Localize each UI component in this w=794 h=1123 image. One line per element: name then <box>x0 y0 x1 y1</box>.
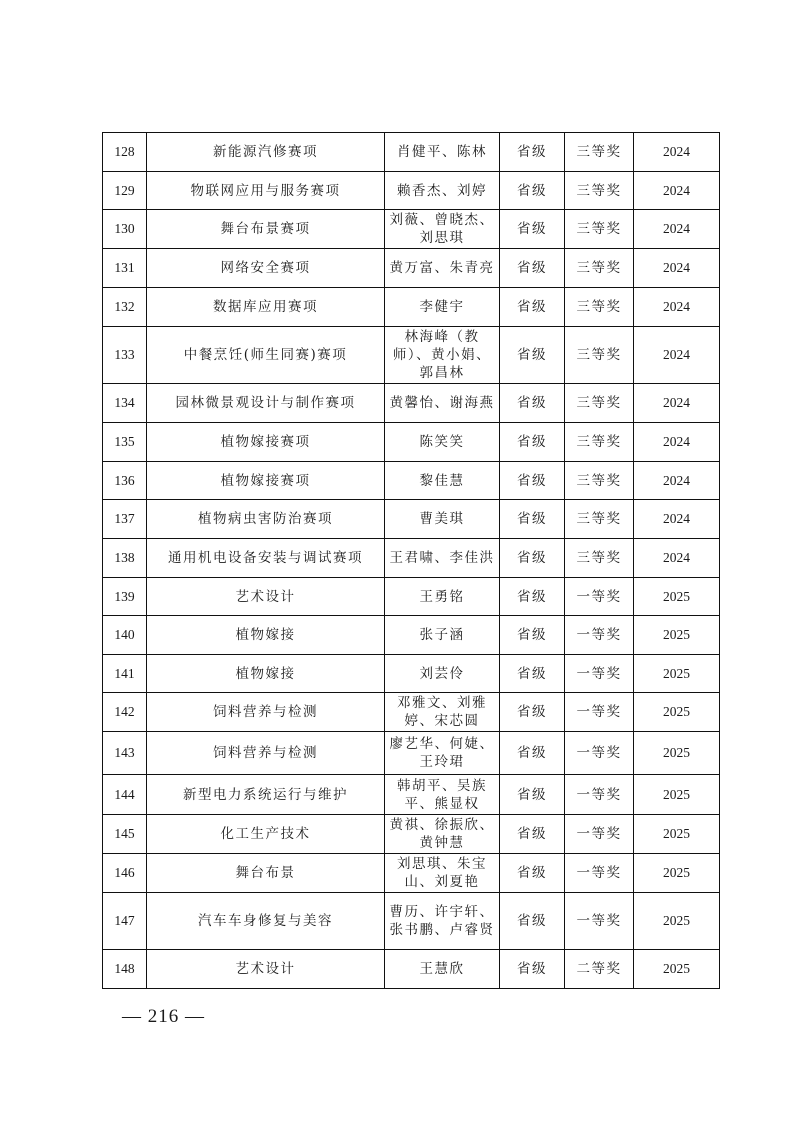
award-prize: 三等奖 <box>565 462 634 500</box>
award-prize: 一等奖 <box>565 693 634 732</box>
row-number: 129 <box>103 172 147 210</box>
award-level: 省级 <box>500 384 565 423</box>
row-number: 135 <box>103 423 147 462</box>
award-level: 省级 <box>500 423 565 462</box>
award-prize: 二等奖 <box>565 950 634 989</box>
row-number: 131 <box>103 249 147 288</box>
participant-names: 曹历、许宇轩、张书鹏、卢睿贤 <box>385 893 500 950</box>
award-level: 省级 <box>500 500 565 539</box>
award-level: 省级 <box>500 327 565 384</box>
row-number: 141 <box>103 655 147 693</box>
participant-names: 黎佳慧 <box>385 462 500 500</box>
row-number: 139 <box>103 578 147 616</box>
page-number: — 216 — <box>122 1006 205 1027</box>
award-year: 2024 <box>634 423 720 462</box>
table-row <box>103 578 720 616</box>
award-year: 2025 <box>634 854 720 893</box>
award-level: 省级 <box>500 210 565 249</box>
row-number: 140 <box>103 616 147 655</box>
award-prize: 三等奖 <box>565 384 634 423</box>
award-level: 省级 <box>500 133 565 172</box>
award-level: 省级 <box>500 854 565 893</box>
row-number: 136 <box>103 462 147 500</box>
participant-names: 肖健平、陈林 <box>385 133 500 172</box>
row-number: 148 <box>103 950 147 989</box>
award-prize: 三等奖 <box>565 249 634 288</box>
event-name: 植物嫁接 <box>147 655 385 693</box>
table-row <box>103 616 720 655</box>
award-prize: 三等奖 <box>565 288 634 327</box>
row-number: 142 <box>103 693 147 732</box>
participant-names: 黄祺、徐振欣、黄钟慧 <box>385 815 500 854</box>
event-name: 中餐烹饪(师生同赛)赛项 <box>147 327 385 384</box>
participant-names: 李健宇 <box>385 288 500 327</box>
row-number: 146 <box>103 854 147 893</box>
award-year: 2024 <box>634 384 720 423</box>
award-level: 省级 <box>500 288 565 327</box>
row-number: 133 <box>103 327 147 384</box>
award-prize: 一等奖 <box>565 854 634 893</box>
award-year: 2024 <box>634 133 720 172</box>
event-name: 艺术设计 <box>147 578 385 616</box>
award-level: 省级 <box>500 539 565 578</box>
event-name: 饲料营养与检测 <box>147 693 385 732</box>
award-year: 2025 <box>634 775 720 815</box>
award-year: 2025 <box>634 893 720 950</box>
table-row <box>103 172 720 210</box>
table-row <box>103 950 720 989</box>
award-year: 2025 <box>634 655 720 693</box>
table-row <box>103 655 720 693</box>
event-name: 植物病虫害防治赛项 <box>147 500 385 539</box>
event-name: 数据库应用赛项 <box>147 288 385 327</box>
award-year: 2025 <box>634 950 720 989</box>
award-level: 省级 <box>500 693 565 732</box>
event-name: 新型电力系统运行与维护 <box>147 775 385 815</box>
award-prize: 一等奖 <box>565 578 634 616</box>
award-level: 省级 <box>500 815 565 854</box>
award-prize: 三等奖 <box>565 327 634 384</box>
award-year: 2024 <box>634 210 720 249</box>
award-level: 省级 <box>500 462 565 500</box>
event-name: 化工生产技术 <box>147 815 385 854</box>
award-prize: 三等奖 <box>565 133 634 172</box>
table-row <box>103 775 720 815</box>
table-row <box>103 815 720 854</box>
participant-names: 刘思琪、朱宝山、刘夏艳 <box>385 854 500 893</box>
table-row <box>103 327 720 384</box>
event-name: 网络安全赛项 <box>147 249 385 288</box>
award-year: 2024 <box>634 288 720 327</box>
participant-names: 韩胡平、吴族平、熊显权 <box>385 775 500 815</box>
row-number: 145 <box>103 815 147 854</box>
participant-names: 邓雅文、刘雅婷、宋芯圆 <box>385 693 500 732</box>
award-level: 省级 <box>500 578 565 616</box>
award-year: 2025 <box>634 815 720 854</box>
event-name: 植物嫁接赛项 <box>147 423 385 462</box>
award-year: 2025 <box>634 732 720 775</box>
table-row <box>103 423 720 462</box>
table-row <box>103 693 720 732</box>
award-level: 省级 <box>500 172 565 210</box>
participant-names: 王慧欣 <box>385 950 500 989</box>
participant-names: 王勇铭 <box>385 578 500 616</box>
participant-names: 陈笑笑 <box>385 423 500 462</box>
table-row <box>103 732 720 775</box>
table-row <box>103 384 720 423</box>
award-prize: 三等奖 <box>565 500 634 539</box>
event-name: 植物嫁接赛项 <box>147 462 385 500</box>
award-level: 省级 <box>500 950 565 989</box>
event-name: 舞台布景 <box>147 854 385 893</box>
award-prize: 三等奖 <box>565 539 634 578</box>
participant-names: 黄馨怡、谢海燕 <box>385 384 500 423</box>
award-level: 省级 <box>500 775 565 815</box>
row-number: 128 <box>103 133 147 172</box>
award-level: 省级 <box>500 655 565 693</box>
row-number: 143 <box>103 732 147 775</box>
participant-names: 张子涵 <box>385 616 500 655</box>
participant-names: 黄万富、朱青亮 <box>385 249 500 288</box>
award-prize: 一等奖 <box>565 655 634 693</box>
event-name: 汽车车身修复与美容 <box>147 893 385 950</box>
row-number: 134 <box>103 384 147 423</box>
awards-table <box>102 132 720 989</box>
row-number: 144 <box>103 775 147 815</box>
row-number: 132 <box>103 288 147 327</box>
award-prize: 三等奖 <box>565 423 634 462</box>
award-level: 省级 <box>500 249 565 288</box>
award-prize: 三等奖 <box>565 172 634 210</box>
row-number: 147 <box>103 893 147 950</box>
table-row <box>103 500 720 539</box>
table-row <box>103 854 720 893</box>
table-row <box>103 249 720 288</box>
participant-names: 刘薇、曾晓杰、刘思琪 <box>385 210 500 249</box>
award-year: 2025 <box>634 693 720 732</box>
participant-names: 曹美琪 <box>385 500 500 539</box>
award-year: 2024 <box>634 172 720 210</box>
participant-names: 刘芸伶 <box>385 655 500 693</box>
award-level: 省级 <box>500 732 565 775</box>
award-year: 2024 <box>634 539 720 578</box>
award-year: 2024 <box>634 462 720 500</box>
row-number: 130 <box>103 210 147 249</box>
award-level: 省级 <box>500 893 565 950</box>
table-row <box>103 133 720 172</box>
award-year: 2025 <box>634 616 720 655</box>
award-year: 2024 <box>634 500 720 539</box>
participant-names: 林海峰（教师）、黄小娟、郭昌林 <box>385 327 500 384</box>
event-name: 艺术设计 <box>147 950 385 989</box>
event-name: 园林微景观设计与制作赛项 <box>147 384 385 423</box>
event-name: 植物嫁接 <box>147 616 385 655</box>
award-prize: 一等奖 <box>565 616 634 655</box>
table-row <box>103 288 720 327</box>
award-prize: 一等奖 <box>565 732 634 775</box>
award-prize: 一等奖 <box>565 815 634 854</box>
award-prize: 一等奖 <box>565 775 634 815</box>
participant-names: 廖艺华、何婕、王玲珺 <box>385 732 500 775</box>
event-name: 物联网应用与服务赛项 <box>147 172 385 210</box>
event-name: 饲料营养与检测 <box>147 732 385 775</box>
award-level: 省级 <box>500 616 565 655</box>
table-row <box>103 210 720 249</box>
table-row <box>103 539 720 578</box>
participant-names: 王君啸、李佳洪 <box>385 539 500 578</box>
row-number: 138 <box>103 539 147 578</box>
awards-table-body <box>103 133 720 989</box>
row-number: 137 <box>103 500 147 539</box>
award-prize: 三等奖 <box>565 210 634 249</box>
award-prize: 一等奖 <box>565 893 634 950</box>
award-year: 2024 <box>634 327 720 384</box>
table-row <box>103 462 720 500</box>
event-name: 舞台布景赛项 <box>147 210 385 249</box>
event-name: 通用机电设备安装与调试赛项 <box>147 539 385 578</box>
participant-names: 赖香杰、刘婷 <box>385 172 500 210</box>
table-row <box>103 893 720 950</box>
event-name: 新能源汽修赛项 <box>147 133 385 172</box>
award-year: 2024 <box>634 249 720 288</box>
award-year: 2025 <box>634 578 720 616</box>
